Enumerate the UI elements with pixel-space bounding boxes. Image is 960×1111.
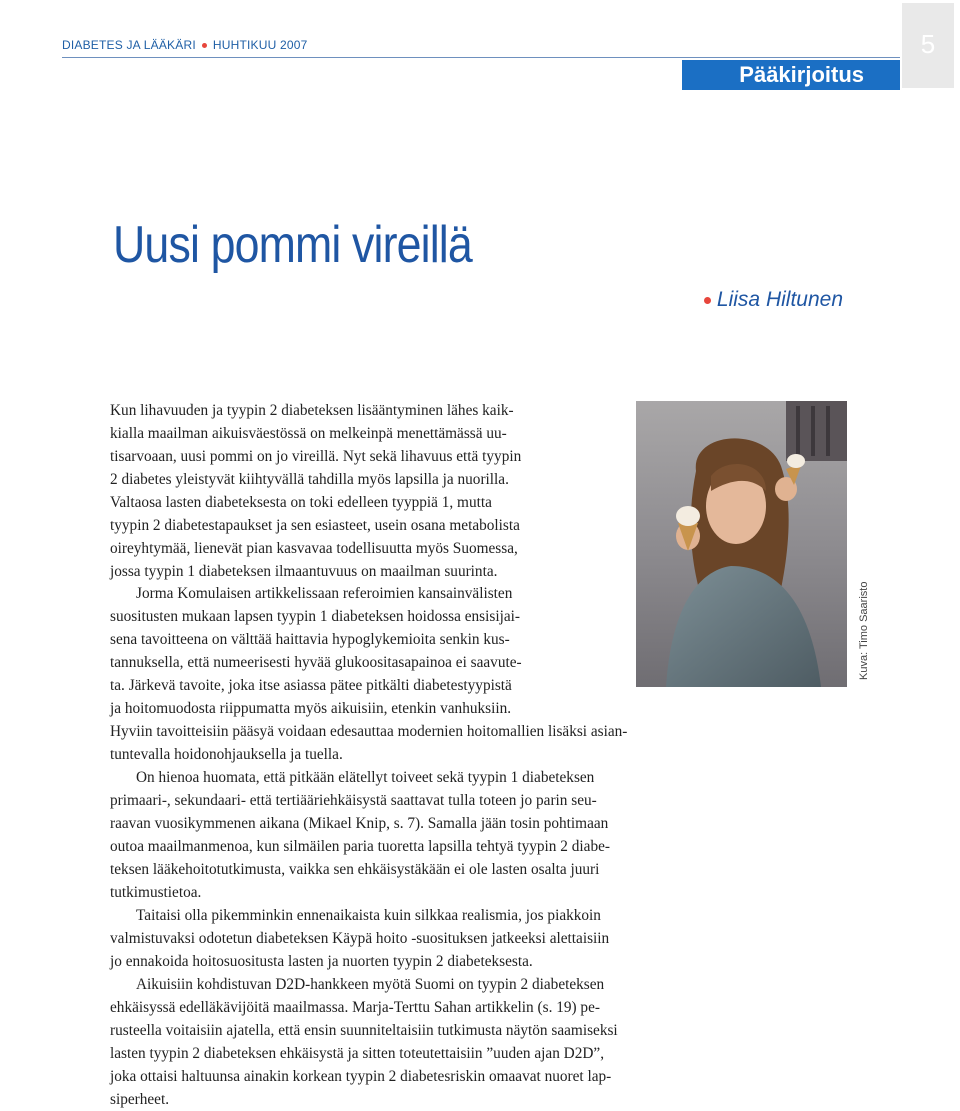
text-line: primaari-, sekundaari- että tertiääriehkäisystä saattavat tulla toteen jo parin seu-: [110, 792, 597, 809]
text-line: Aikuisiin kohdistuvan D2D-hankkeen myötä Suomi on tyypin 2 diabeteksen: [136, 976, 605, 993]
text-line: tannuksella, että numeerisesti hyvää glukoositasapainoa ei saavute-: [110, 654, 522, 671]
text-line: ja hoitomuodosta riippumatta myös aikuisiin, etenkin vanhuksiin.: [110, 700, 512, 717]
text-line: raavan vuosikymmenen aikana (Mikael Knip, s. 7). Samalla jään tosin pohtimaan: [110, 815, 609, 832]
paragraph-2-continued: [110, 720, 722, 766]
text-line: tuntevalla hoidonohjauksella ja tuella.: [110, 746, 343, 763]
author-byline: [704, 288, 843, 312]
text-line: 2 diabetes yleistyvät kiihtyvällä tahdilla myös lapsilla ja nuorilla.: [110, 471, 509, 488]
text-line: oireyhtymää, lienevät pian kasvavaa todellisuutta myös Suomessa,: [110, 540, 518, 557]
text-line: sena tavoitteena on välttää haittavia hypoglykemioita senkin kus-: [110, 631, 510, 648]
text-line: tisarvoaan, uusi pommi on jo vireillä. Nyt sekä lihavuus että tyypin: [110, 448, 522, 465]
publication-name: DIABETES JA LÄÄKÄRI: [62, 38, 196, 52]
text-line: On hienoa huomata, että pitkään elätellyt toiveet sekä tyypin 1 diabeteksen: [136, 769, 595, 786]
author-name: Liisa Hiltunen: [716, 288, 843, 311]
paragraph-2: [110, 582, 610, 720]
text-line: Kun lihavuuden ja tyypin 2 diabeteksen lisääntyminen lähes kaik-: [110, 402, 514, 419]
paragraph-3: [110, 766, 722, 904]
text-line: Hyviin tavoitteisiin pääsyä voidaan edesauttaa modernien hoitomallien lisäksi asian-: [110, 723, 628, 740]
section-label: Pääkirjoitus: [682, 60, 900, 90]
article-photo: [636, 401, 847, 687]
text-line: valmistuvaksi odotetun diabeteksen Käypä hoito -suosituksen jatkeeksi alettaisiin: [110, 930, 610, 947]
text-line: tyypin 2 diabetestapaukset ja sen esiasteet, usein osana metabolista: [110, 517, 520, 534]
photo-illustration: [636, 401, 847, 687]
paragraph-5: [110, 973, 722, 1111]
text-line: jo ennakoida hoitosuositusta lasten ja nuorten tyypin 2 diabeteksesta.: [110, 953, 533, 970]
text-line: joka ottaisi haltuunsa ainakin korkean tyypin 2 diabetesriskin omaavat nuoret lap-: [110, 1068, 612, 1085]
text-line: ta. Järkevä tavoite, joka itse asiassa pätee pitkälti diabetestyypistä: [110, 677, 512, 694]
page-number: 5: [902, 3, 954, 88]
text-line: Taitaisi olla pikemminkin ennenaikaista kuin silkkaa realismia, jos piakkoin: [136, 907, 601, 924]
bullet-icon: [202, 43, 207, 48]
running-header: [62, 38, 308, 52]
text-line: siperheet.: [110, 1091, 170, 1108]
text-line: Jorma Komulaisen artikkelissaan referoimien kansainvälisten: [136, 585, 513, 602]
paragraph-4: [110, 904, 722, 973]
lead-paragraph: [110, 399, 610, 583]
text-line: jossa tyypin 1 diabeteksen ilmaantuvuus on maailman suurinta.: [110, 563, 498, 580]
text-line: Valtaosa lasten diabeteksesta on toki edelleen tyyppiä 1, mutta: [110, 494, 492, 511]
text-line: tutkimustietoa.: [110, 884, 202, 901]
text-line: kialla maailman aikuisväestössä on melkeinpä menettämässä uu-: [110, 425, 507, 442]
text-line: outoa maailmanmenoa, kun silmäilen paria tuoretta lapsilla tehtyä tyypin 2 diabe-: [110, 838, 610, 855]
photo-credit: Kuva: Timo Saaristo: [858, 581, 870, 680]
issue-date: HUHTIKUU 2007: [212, 38, 308, 52]
text-line: lasten tyypin 2 diabeteksen ehkäisystä ja sitten toteutettaisiin ”uuden ajan D2D”,: [110, 1045, 605, 1062]
text-line: rusteella voitaisiin ajatella, että ensin suunniteltaisiin tutkimusta näytön saamiseksi: [110, 1022, 618, 1039]
text-line: teksen lääkehoitotutkimusta, vaikka sen ehkäisystäkään ei ole lasten osalta juuri: [110, 861, 600, 878]
text-line: ehkäisyssä edelläkävijöitä maailmassa. Marja-Terttu Sahan artikkelin (s. 19) pe-: [110, 999, 600, 1016]
text-line: suositusten mukaan lapsen tyypin 1 diabeteksen hoidossa ensisijai-: [110, 608, 520, 625]
article-title: Uusi pommi vireillä: [113, 216, 472, 274]
header-divider: [62, 57, 900, 58]
bullet-icon: [704, 297, 711, 304]
